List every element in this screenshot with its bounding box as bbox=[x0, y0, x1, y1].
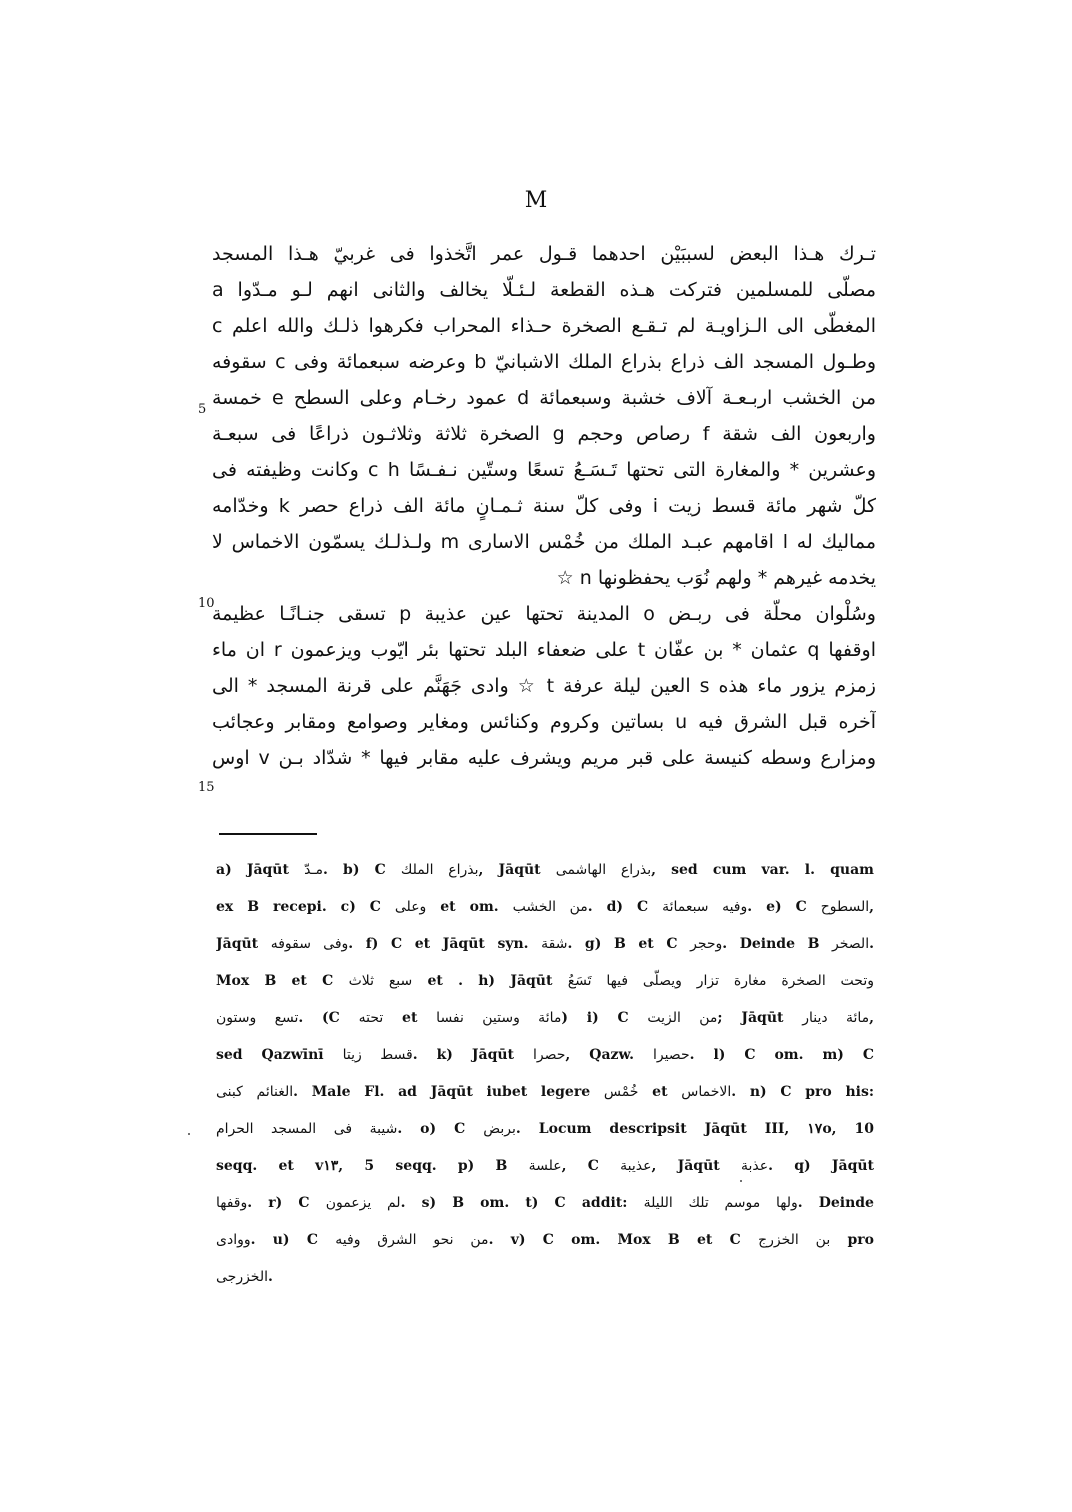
text-line: من الخشب اربـعـة آلاف خشبة وسبعمائة d عمود رخـام وعلى السطح e خمسة bbox=[212, 387, 876, 409]
footnote-text: seqq. et v١٣, 5 seqq. p) B bbox=[216, 1158, 529, 1174]
footnote-arabic: علسة bbox=[528, 1158, 562, 1174]
text-line: مماليك له l اقامهم عبـد الملك من خُمْس الاسارى m ولـذلـك يسمّون الاخماس لا bbox=[212, 531, 876, 553]
footnote-line bbox=[216, 1148, 874, 1185]
text-line: مصلّى للمسلمين فتركت هـذه القطعة لـئـلّا يخالف والثانى انهم لـو مـدّوا a bbox=[212, 279, 876, 301]
line-number: 15 bbox=[198, 780, 215, 795]
footnote-text: . Deinde bbox=[797, 1195, 874, 1211]
footnote-line bbox=[216, 1259, 874, 1296]
footnote-arabic: شيبة فى المسجد الحرام bbox=[216, 1121, 398, 1137]
footnote-text: . (C bbox=[298, 1010, 359, 1026]
footnote-text: . v) C om. Mox B et C bbox=[488, 1232, 759, 1248]
footnote-text: . Locum descripsit Jāqūt III, ١٧o, 10 bbox=[515, 1121, 874, 1137]
text-line: واربعون الف شقة f رصاص وحجم g الصخرة ثلاثة وثلاثـون ذراعًا فى سبعـة bbox=[212, 423, 876, 445]
text-line: يخدمه غيرهم * ولهم نُوَب يحفظونها n ☆ bbox=[556, 567, 876, 589]
footnote-text: . bbox=[869, 936, 874, 952]
footnote-text: ex B recepi. c) C bbox=[216, 899, 395, 915]
footnote-arabic: عذيبة bbox=[620, 1158, 652, 1174]
line-number: 5 bbox=[198, 402, 207, 417]
footnote-arabic: كبنى bbox=[216, 1084, 243, 1100]
arabic-main-text bbox=[212, 236, 876, 776]
footnote-arabic: مائة وستين نفسا bbox=[436, 1010, 562, 1026]
footnote-text: . b) C bbox=[323, 862, 401, 878]
footnote-separator-rule bbox=[219, 833, 317, 835]
footnote-text: sed Qazwīnī bbox=[216, 1047, 343, 1063]
text-line: زمزم يزور ماء هذه s العين ليلة عرفة t ☆ وادى جَهَنَّم على قرنة المسجد * الى bbox=[212, 675, 876, 697]
text-line: آخره قبل الشرق فيه u بساتين وكروم وكنائس ومغاير وصوامع ومقابر وعجائب bbox=[212, 711, 876, 733]
footnote-text: . q) Jāqūt bbox=[768, 1158, 874, 1174]
footnote-arabic: بذراع الملك bbox=[400, 862, 479, 878]
footnote-arabic: مائة دينار bbox=[802, 1010, 870, 1026]
text-line: تـرك هـذا البعض لسببَيْن احدهما قـول عمر اتَّخذوا فى غربيّ هـذا المسجد bbox=[212, 243, 876, 265]
footnote-text: et bbox=[383, 1010, 437, 1026]
footnote-text: , bbox=[869, 1010, 874, 1026]
scan-speck bbox=[740, 1180, 742, 1182]
footnote-arabic: من الخشب bbox=[512, 899, 588, 915]
footnote-text: . f) C et Jāqūt syn. bbox=[348, 936, 542, 952]
footnote-text: . l) C om. m) C bbox=[689, 1047, 874, 1063]
footnote-text: . s) B om. t) C addit: bbox=[400, 1195, 644, 1211]
footnote-arabic: ووادى bbox=[216, 1232, 251, 1248]
footnote-arabic: وفيه سبعمائة bbox=[662, 899, 748, 915]
footnote-text: , C bbox=[561, 1158, 621, 1174]
footnote-arabic: حصيرا bbox=[652, 1047, 690, 1063]
footnote-text: , sed cum var. l. quam bbox=[651, 862, 874, 878]
footnote-arabic: سبع ثلاث bbox=[348, 973, 413, 989]
footnote-arabic: خُمْس bbox=[603, 1084, 639, 1100]
footnote-line bbox=[216, 889, 874, 926]
footnote-arabic: شقة bbox=[541, 936, 568, 952]
footnote-text: . n) C pro his: bbox=[731, 1084, 874, 1100]
footnote-text: . r) C bbox=[247, 1195, 326, 1211]
footnote-text: et bbox=[412, 973, 459, 989]
footnote-line bbox=[216, 1074, 874, 1111]
footnote-text: , Jāqūt bbox=[651, 1158, 741, 1174]
line-number: 10 bbox=[198, 596, 215, 611]
footnote-text: Jāqūt bbox=[216, 936, 271, 952]
footnote-arabic: وتحت الصخرة مغارة تزار ويصلّى فيها تَسَعُ bbox=[567, 973, 874, 989]
footnote-arabic: وحجر bbox=[690, 936, 723, 952]
footnote-arabic: مـدّ bbox=[304, 862, 324, 878]
footnote-line bbox=[216, 1185, 874, 1222]
footnote-text: . g) B et C bbox=[567, 936, 691, 952]
footnote-text: , Qazw. bbox=[565, 1047, 653, 1063]
footnote-arabic: حصرا bbox=[533, 1047, 566, 1063]
footnote-line bbox=[216, 963, 874, 1000]
footnotes bbox=[216, 852, 874, 1296]
footnote-text: pro bbox=[830, 1232, 874, 1248]
footnote-text: . o) C bbox=[397, 1121, 484, 1137]
footnote-text: Mox B et C bbox=[216, 973, 349, 989]
footnote-arabic: عذبة bbox=[740, 1158, 769, 1174]
footnote-line bbox=[216, 1111, 874, 1148]
footnote-text: . h) Jāqūt bbox=[458, 973, 568, 989]
footnote-arabic: الخزرجى bbox=[216, 1269, 269, 1285]
text-line: كلّ شهر مائة قسط زيت i وفى كلّ سنة ثـمـانٍ مائة الف ذراع حصر k وخدّامه bbox=[212, 495, 876, 517]
footnote-arabic: من الزيت bbox=[647, 1010, 718, 1026]
footnote-text: , Jāqūt bbox=[478, 862, 556, 878]
footnote-line bbox=[216, 1000, 874, 1037]
text-line: المغطّى الى الـزاويـة لم تـقـع الصخرة حـذاء المحراب فكرهوا ذلـك والله اعلم c bbox=[212, 315, 876, 337]
text-line: وسُلْوان محلّة فى ربـض o المدينة تحتها عين عذيبة p تسقى جنـانًـا عظيمة bbox=[212, 603, 876, 625]
footnote-arabic: لم يزعمون bbox=[325, 1195, 401, 1211]
footnote-text: . bbox=[268, 1269, 273, 1285]
text-line: اوقفها q عثمان * بن عفّان t على ضعفاء البلد تحتها بئر ايّوب ويزعمون r ان ماء bbox=[212, 639, 876, 661]
footnote-text bbox=[243, 1084, 257, 1100]
footnote-arabic: وفى سقوفه bbox=[270, 936, 349, 952]
footnote-text: . d) C bbox=[587, 899, 663, 915]
footnote-arabic: تحته bbox=[358, 1010, 384, 1026]
footnote-text: . Male Fl. ad Jāqūt iubet legere bbox=[293, 1084, 604, 1100]
footnote-arabic: الاخماس bbox=[681, 1084, 732, 1100]
footnote-text: . Deinde B bbox=[722, 936, 833, 952]
footnote-arabic: الغنائم bbox=[256, 1084, 294, 1100]
footnote-line bbox=[216, 1222, 874, 1259]
text-line: وعشرين * والمغارة التى تحتها تَـسَـعُ تسعًا وستّين نـفـسًا c h وكانت وظيفته فى bbox=[212, 459, 876, 481]
footnote-arabic: من نحو الشرق وفيه bbox=[335, 1232, 489, 1248]
footnote-arabic: ولها موسم تلك الليلة bbox=[643, 1195, 798, 1211]
footnote-text: ) i) C bbox=[561, 1010, 648, 1026]
footnote-arabic: تسع وستون bbox=[216, 1010, 299, 1026]
footnote-text: , bbox=[869, 899, 874, 915]
footnote-text: et om. bbox=[426, 899, 513, 915]
footnote-arabic: قسط زيتا bbox=[342, 1047, 413, 1063]
footnote-arabic: الصخر bbox=[832, 936, 870, 952]
footnote-arabic: بذراع الهاشمى bbox=[555, 862, 652, 878]
footnote-arabic: وقفها bbox=[216, 1195, 248, 1211]
footnote-arabic: بن الخزرج bbox=[758, 1232, 831, 1248]
scan-speck bbox=[188, 1133, 190, 1135]
footnote-text: ; Jāqūt bbox=[717, 1010, 803, 1026]
footnote-line bbox=[216, 1037, 874, 1074]
footnote-arabic: بربض bbox=[483, 1121, 516, 1137]
footnote-line bbox=[216, 926, 874, 963]
footnote-arabic: السطوح bbox=[820, 899, 870, 915]
footnote-text: . u) C bbox=[250, 1232, 336, 1248]
footnote-text: et bbox=[638, 1084, 682, 1100]
text-line: وطـول المسجد الف ذراع بذراع الملك الاشبانيّ b وعرضه سبعمائة وفى c سقوفه bbox=[212, 351, 876, 373]
footnote-text: a) Jāqūt bbox=[216, 862, 305, 878]
footnote-line bbox=[216, 852, 874, 889]
page-number: M bbox=[524, 188, 548, 213]
footnote-text: . k) Jāqūt bbox=[412, 1047, 533, 1063]
footnote-text: . e) C bbox=[747, 899, 821, 915]
text-line: ومزارع وسطه كنيسة على قبر مريم ويشرف عليه مقابر فيها * شدّاد بـن v اوس bbox=[212, 747, 876, 769]
footnote-arabic: وعلى bbox=[394, 899, 427, 915]
